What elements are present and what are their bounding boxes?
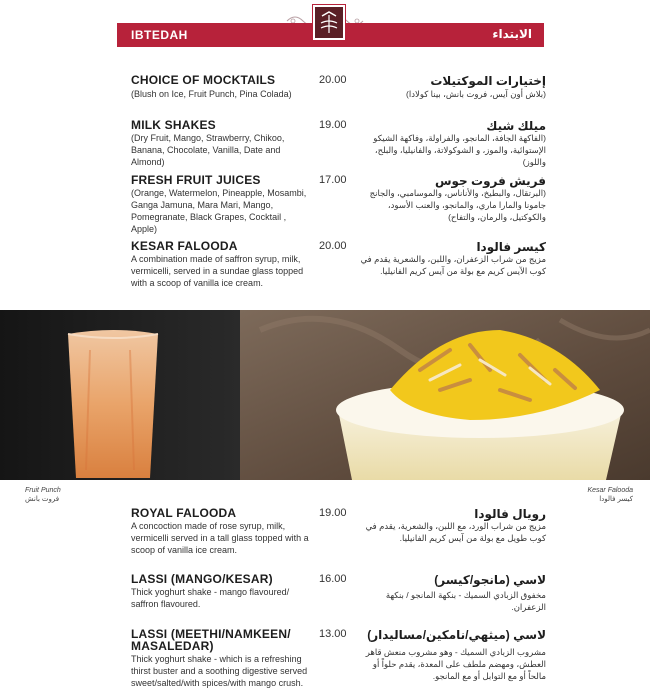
caption-left	[25, 486, 61, 504]
section-title-en: IBTEDAH	[131, 28, 188, 42]
item-description-ar: (البرتقال، والبطيخ، والأناناس، والموسامبي، والجانج جامونا والمارا ماري، والمانجو، والعنب الأسود، والكوكتيل، والرمان، والتفاح)	[369, 188, 546, 222]
menu-item-royal-falooda	[131, 507, 546, 557]
item-description-ar: مخفوق الزبادي السميك - بنكهة المانجو / بنكهة الزعفران.	[385, 590, 546, 612]
caption-fruit-punch-ar: فروت بانش	[25, 496, 60, 503]
item-name-ar: رويال فالودا	[474, 507, 546, 521]
item-price: 20.00	[319, 240, 347, 252]
item-description: (Blush on Ice, Fruit Punch, Pina Colada)	[131, 89, 292, 99]
item-name-ar: فريش فروت جوس	[434, 174, 546, 188]
item-description-ar: مشروب الزبادي السميك - وهو مشروب منعش قاهر العطش، ومهضم ملطف على المعدة، يقدم حلواً أو مالحاً أو مع التوابل أو مع المانجو.	[365, 647, 546, 681]
item-description-ar: مزيج من شراب الزعفران، واللبن، والشعرية يقدم في كوب الآيس كريم مع بولة من آيس كريم الفانيليا.	[360, 254, 546, 276]
item-name: LASSI (MEETHI/NAMKEEN/ MASALEDAR)	[131, 627, 291, 653]
item-name: MILK SHAKES	[131, 118, 216, 132]
item-price: 19.00	[319, 119, 347, 131]
item-price: 19.00	[319, 507, 347, 519]
menu-item-kesar-falooda	[131, 240, 546, 290]
item-description-ar: (بلاش أون آيس، فروت بانش، بينا كولادا)	[406, 89, 546, 99]
menu-item-milk-shakes	[131, 118, 546, 167]
item-description: (Dry Fruit, Mango, Strawberry, Chikoo, Banana, Chocolate, Vanilla, Date and Almond)	[131, 133, 285, 167]
section-title-ar: الابتداء	[492, 27, 532, 41]
item-name: FRESH FRUIT JUICES	[131, 173, 261, 187]
item-price: 16.00	[319, 573, 347, 585]
item-name-ar: لاسي (مانجو/كيسر)	[434, 573, 546, 587]
item-name: LASSI (MANGO/KESAR)	[131, 572, 273, 586]
item-price: 20.00	[319, 74, 347, 86]
logo-emblem-icon	[313, 5, 345, 40]
item-name: CHOICE OF MOCKTAILS	[131, 73, 276, 87]
menu-item-lassi-meethi-namkeen	[131, 628, 546, 696]
item-name-ar: كيسر فالودا	[476, 240, 546, 254]
menu-item-fresh-fruit-juices	[131, 173, 546, 234]
item-name-ar: لاسي (ميثهي/نامكين/مساليدار)	[367, 628, 546, 642]
menu-item-mocktails	[131, 74, 546, 104]
item-description: Thick yoghurt shake - which is a refreshing thirst buster and a soothing digestive served sweet/salted/with spices/with mango crush.	[131, 654, 308, 688]
item-price: 17.00	[319, 174, 347, 186]
item-name: ROYAL FALOODA	[131, 506, 237, 520]
caption-right	[583, 486, 633, 504]
caption-fruit-punch-en: Fruit Punch	[25, 487, 61, 494]
item-description-ar: مزيج من شراب الورد، مع اللبن، والشعرية، يقدم في كوب طويل مع بولة من آيس كريم الفانيليا.	[365, 521, 546, 543]
item-description: A concoction made of rose syrup, milk, vermicelli served in a tall glass topped with a scoop of vanilla ice cream.	[131, 521, 309, 555]
item-description: (Orange, Watermelon, Pineapple, Mosambi, Ganga Jamuna, Mara Mari, Mango, Pomegranate, Black Grapes, Cocktail , Apple)	[131, 188, 307, 234]
item-description: A combination made of saffron syrup, milk, vermicelli, served in a sundae glass topped with a scoop of vanilla ice cream.	[131, 254, 304, 288]
item-name: KESAR FALOODA	[131, 239, 238, 253]
caption-kesar-falooda-en: Kesar Falooda	[587, 487, 633, 494]
item-price: 13.00	[319, 628, 347, 640]
menu-item-lassi-mango-kesar	[131, 573, 546, 611]
item-name-ar: إختيارات الموكتيلات	[430, 74, 546, 88]
drinks-photo	[0, 310, 650, 480]
item-name-ar: ميلك شيك	[486, 119, 546, 133]
item-description-ar: (الفاكهة الجافة، المانجو، والفراولة، وفاكهة الشيكو الإستوائية، والموز، و الشوكولاتة، والفانيليا، والبلح، واللوز)	[373, 133, 546, 167]
caption-kesar-falooda-ar: كيسر فالودا	[599, 496, 633, 503]
item-description: Thick yoghurt shake - mango flavoured/ saffron flavoured.	[131, 587, 290, 609]
